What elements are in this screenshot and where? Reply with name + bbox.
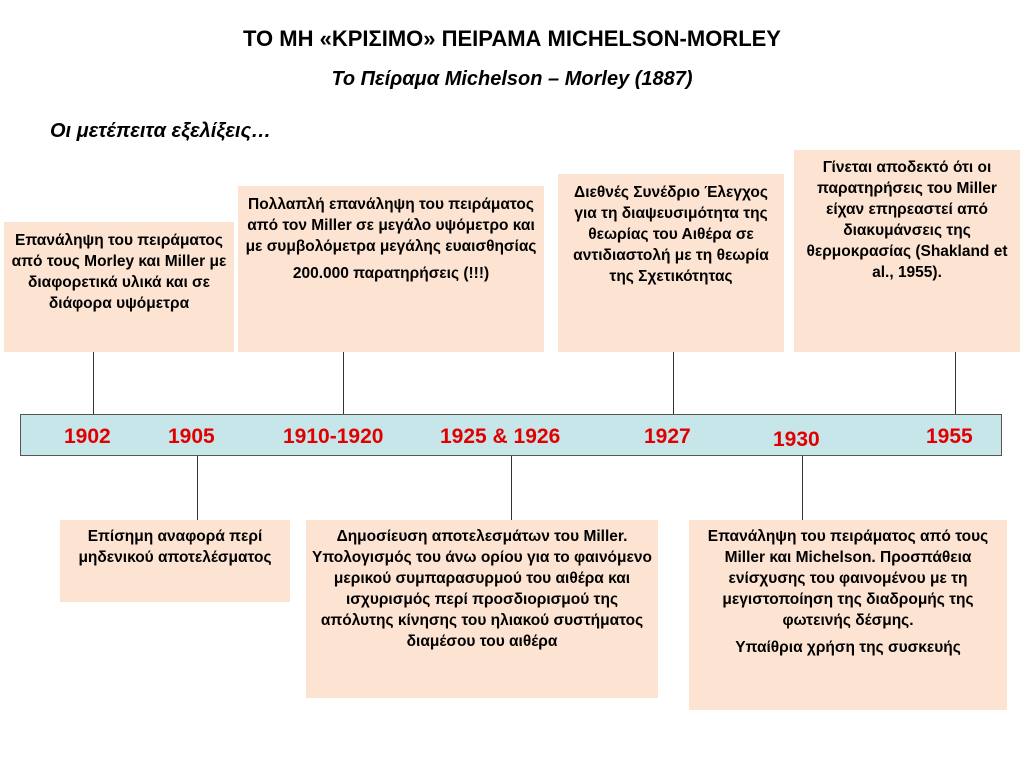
year-1910-1920: 1910-1920 [283,425,384,448]
year-1927: 1927 [644,425,691,448]
event-text: Επανάληψη του πειράματος από τους Miller και Michelson. Προσπάθεια ενίσχυσης του φαινομένου με τη μεγιστοποίηση της διαδρομής της φωτεινής δέσμης. [707,528,989,629]
event-box-1902 [4,222,234,352]
event-text: Επίσημη αναφορά περί μηδενικού αποτελέσματος [78,528,272,566]
event-text: Διεθνές Συνέδριο Έλεγχος για τη διαψευσιμότητα της θεωρίας του Αιθέρα σε αντιδιαστολή με τη θεωρία της Σχετικότητας [573,184,769,285]
event-text: Δημοσίευση αποτελεσμάτων του Miller. Υπολογισμός του άνω ορίου για το φαινόμενο μερικού συμπαρασυρμού του αιθέρα και ισχυρισμός περί προσδιορισμού της απόλυτης κίνησης του ηλιακού συστήματος διαμέσου του αιθέρα [312,528,652,650]
connector-1925-1926 [511,456,512,520]
event-text: Γίνεται αποδεκτό ότι οι παρατηρήσεις του Miller είχαν επηρεαστεί από διακυμάνσεις της θερμοκρασίας (Shakland et al., 1955). [806,159,1008,281]
section-heading: Οι μετέπειτα εξελίξεις… [50,120,272,142]
event-text: Επανάληψη του πειράματος από τους Morley και Miller με διαφορετικά υλικά και σε διάφορα υψόμετρα [11,232,227,312]
connector-1927 [673,352,674,414]
year-1925-1926: 1925 & 1926 [440,425,561,448]
year-1930: 1930 [773,428,820,451]
page-title: ΤΟ ΜΗ «ΚΡΙΣΙΜΟ» ΠΕΙΡΑΜΑ MICHELSON-MORLEY [243,26,781,51]
event-text: Πολλαπλή επανάληψη του πειράματος από τον Miller σε μεγάλο υψόμετρο και με συμβολόμετρα μεγάλης ευαισθησίας [245,196,537,255]
year-1955: 1955 [926,425,973,448]
event-box-1955 [794,150,1020,352]
year-1905: 1905 [168,425,215,448]
connector-1905 [197,456,198,520]
event-box-1910-1920 [238,186,544,352]
event-text: 200.000 παρατηρήσεις (!!!) [292,265,490,282]
event-box-1927 [558,174,784,352]
connector-1902 [93,352,94,414]
event-text: Υπαίθρια χρήση της συσκευής [735,639,961,656]
event-box-1905 [60,520,290,602]
event-box-1930 [689,520,1007,710]
connector-1910-1920 [343,352,344,414]
event-box-1925-1926 [306,520,658,698]
connector-1930 [802,456,803,520]
year-1902: 1902 [64,425,111,448]
connector-1955 [955,352,956,414]
page-subtitle: Το Πείραμα Michelson – Morley (1887) [331,68,693,90]
